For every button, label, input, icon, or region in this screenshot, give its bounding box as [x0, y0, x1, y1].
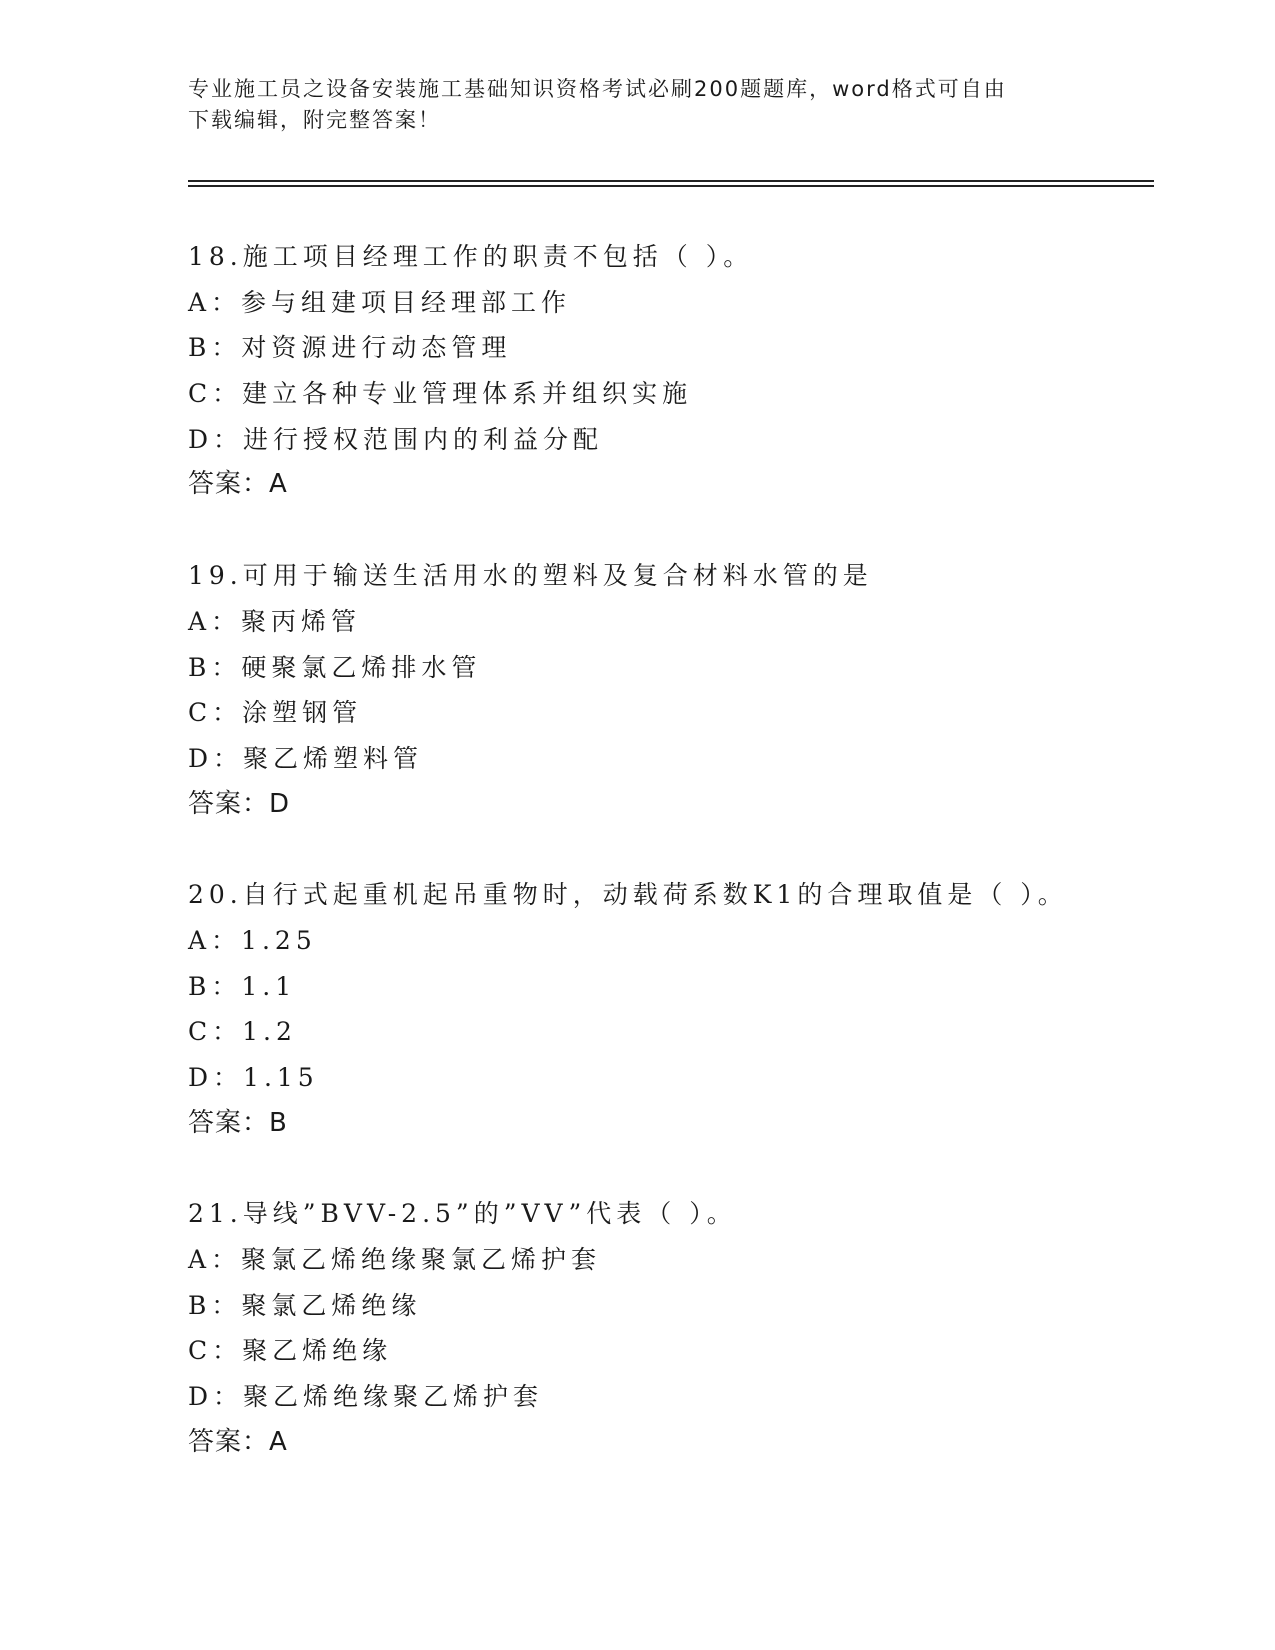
option-a: A：1.25	[188, 925, 317, 955]
option-d: D：聚乙烯塑料管	[188, 743, 424, 773]
option-b: B：对资源进行动态管理	[188, 333, 512, 363]
option-a: A：参与组建项目经理部工作	[188, 287, 572, 317]
question-20	[188, 872, 1154, 1146]
question-stem: 21.导线”BVV-2.5”的”VV”代表（ ）。	[188, 1199, 737, 1229]
question-stem: 19.可用于输送生活用水的塑料及复合材料水管的是	[188, 561, 873, 591]
option-b: B：硬聚氯乙烯排水管	[188, 652, 482, 682]
question-21	[188, 1191, 1154, 1465]
document-header	[188, 74, 1088, 136]
header-divider-bottom	[188, 185, 1154, 187]
header-divider-top	[188, 180, 1154, 182]
option-a: A：聚丙烯管	[188, 606, 362, 636]
option-c: C：聚乙烯绝缘	[188, 1336, 393, 1366]
question-stem: 18.施工项目经理工作的职责不包括（ ）。	[188, 242, 754, 271]
question-18	[188, 234, 1154, 508]
option-a: A：聚氯乙烯绝缘聚氯乙烯护套	[188, 1245, 602, 1275]
answer-label: 答案：A	[188, 469, 288, 500]
header-line-2: 下载编辑，附完整答案！	[188, 108, 441, 132]
answer-label: 答案：D	[188, 788, 291, 819]
answer-label: 答案：B	[188, 1107, 288, 1138]
option-c: C：建立各种专业管理体系并组织实施	[188, 379, 693, 409]
option-b: B：1.1	[188, 971, 297, 1001]
option-d: D：1.15	[188, 1063, 319, 1092]
option-c: C：1.2	[188, 1017, 297, 1047]
answer-label: 答案：A	[188, 1426, 288, 1457]
question-19	[188, 553, 1154, 827]
question-stem: 20.自行式起重机起吊重物时，动载荷系数K1的合理取值是（ ）。	[188, 880, 1068, 910]
option-d: D：聚乙烯绝缘聚乙烯护套	[188, 1382, 544, 1412]
header-line-1: 专业施工员之设备安装施工基础知识资格考试必刷200题题库，word格式可自由	[188, 77, 1007, 101]
question-list	[188, 234, 1154, 1511]
option-c: C：涂塑钢管	[188, 698, 363, 728]
option-d: D：进行授权范围内的利益分配	[188, 424, 604, 454]
option-b: B：聚氯乙烯绝缘	[188, 1290, 422, 1320]
